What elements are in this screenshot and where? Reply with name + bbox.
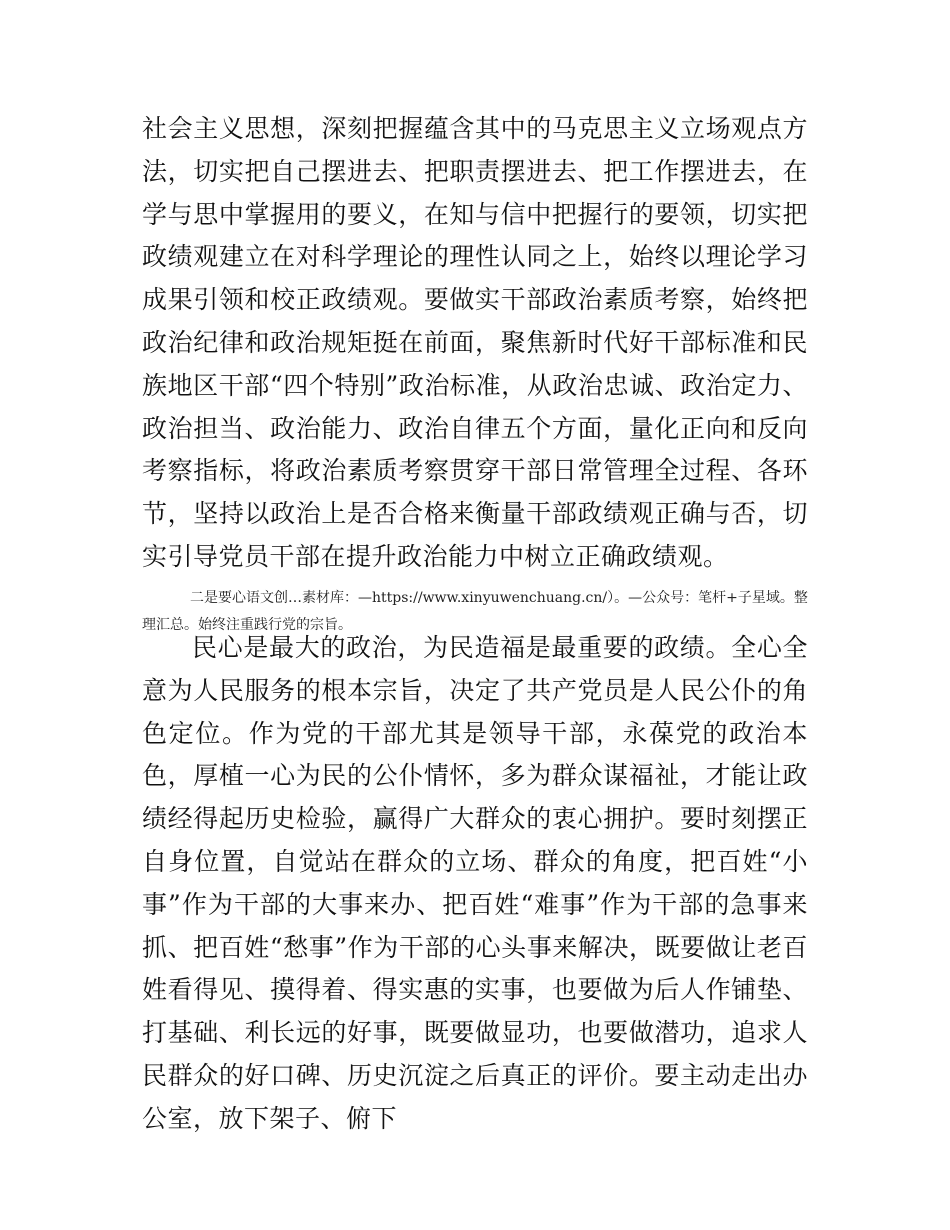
body-paragraph-serve-people: 民心是最大的政治，为民造福是最重要的政绩。全心全意为人民服务的根本宗旨，决定了共产党员是人民公仆的角色定位。作为党的干部尤其是领导干部，永葆党的政治本色，厚植一心为民的公仆情怀，多为群众谋福祉，才能让政绩经得起历史检验，赢得广大群众的衷心拥护。要时刻摆正自身位置，自觉站在群众的立场、群众的角度，把百姓“小事”作为干部的大事来办、把百姓“难事”作为干部的急事来抓、把百姓“愁事”作为干部的心头事来解决，既要做让老百姓看得见、摸得着、得实惠的实事，也要做为后人作铺垫、打基础、利长远的好事，既要做显功，也要做潜功，追求人民群众的好口碑、历史沉淀之后真正的评价。要主动走出办公室，放下架子、俯下 xyxy=(142,633,808,1133)
body-paragraph-political-quality: 社会主义思想，深刻把握蕴含其中的马克思主义立场观点方法，切实把自己摆进去、把职责摆进去、把工作摆进去，在学与思中掌握用的要义，在知与信中把握行的要领，切实把政绩观建立在对科学理论的理性认同之上，始终以理论学习成果引领和校正政绩观。要做实干部政治素质考察，始终把政治纪律和政治规矩挺在前面，聚焦新时代好干部标准和民族地区干部“四个特别”政治标准，从政治忠诚、政治定力、政治担当、政治能力、政治自律五个方面，量化正向和反向考察指标，将政治素质考察贯穿干部日常管理全过程、各环节，坚持以政治上是否合格来衡量干部政绩观正确与否，切实引导党员干部在提升政治能力中树立正确政绩观。 xyxy=(142,114,808,571)
section-heading-note: 二是要心语文创…素材库：—https://www.xinyuwenchuang.cn/）。—公众号：笔杆+子星域。整理汇总。始终注重践行党的宗旨。 xyxy=(142,590,808,633)
